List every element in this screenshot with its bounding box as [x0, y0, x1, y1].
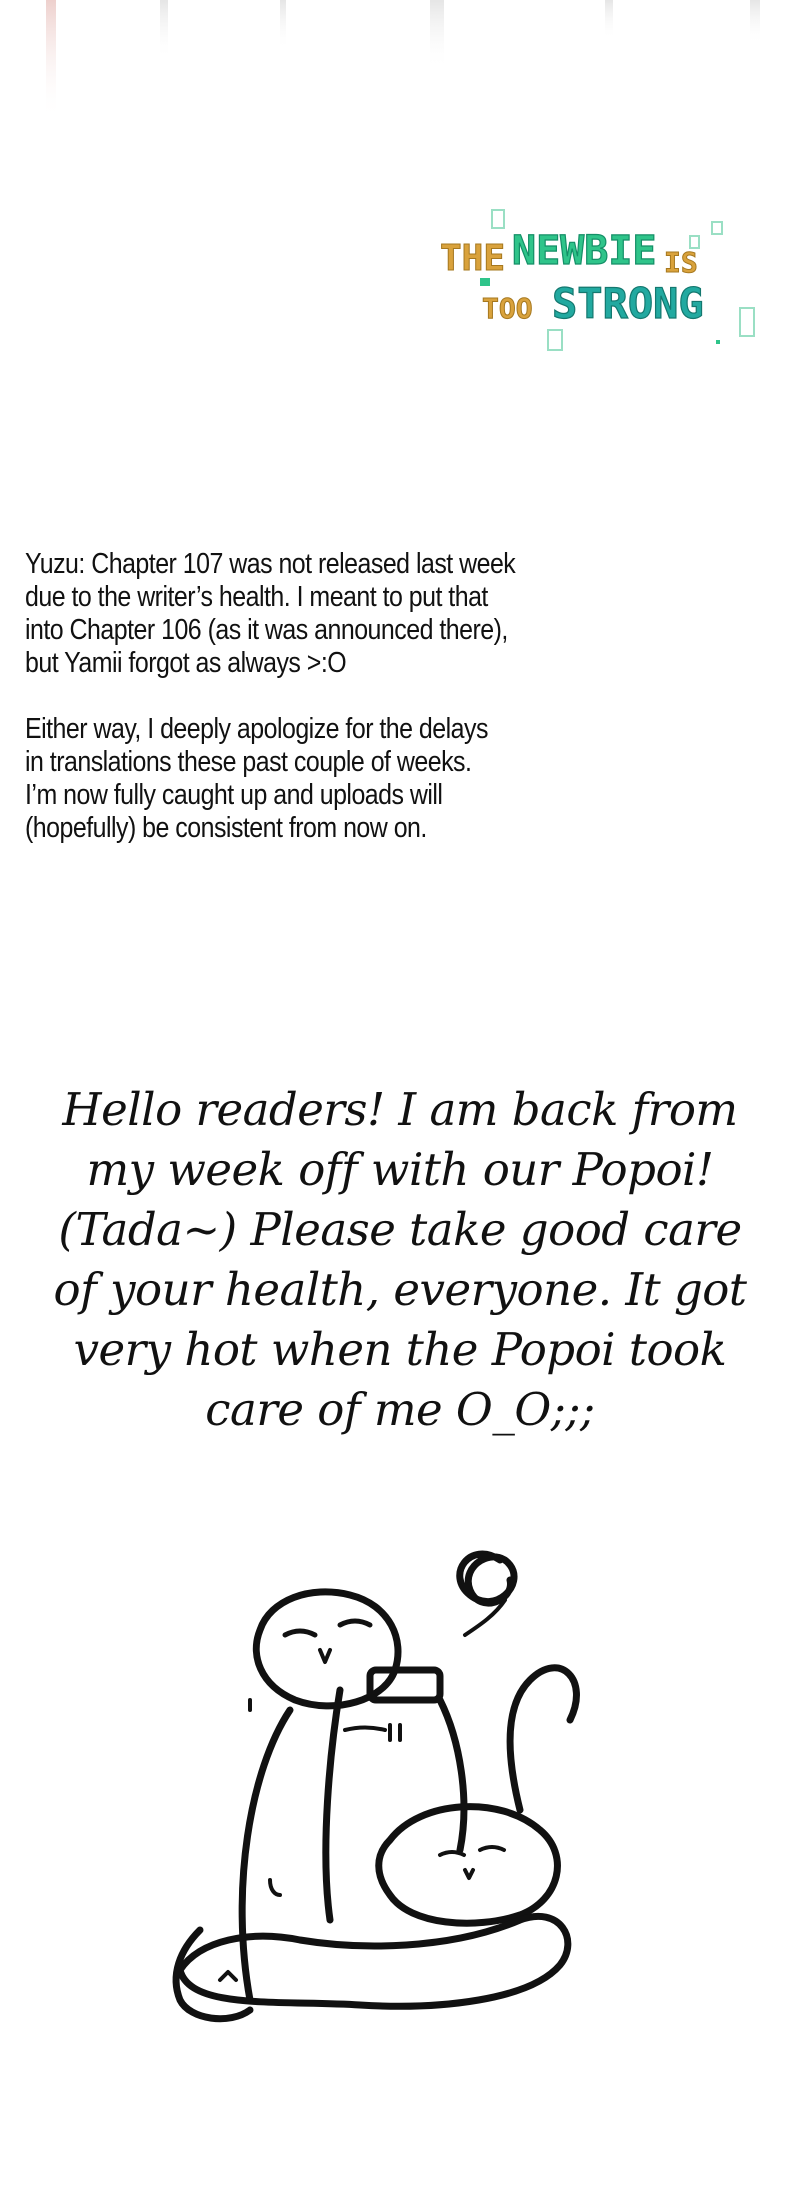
face-visor: [370, 1670, 440, 1700]
newbie-logo-graphic: [440, 208, 770, 368]
logo-too: TOO: [482, 292, 533, 325]
translator-note-paragraph-2: Either way, I deeply apologize for the delays in translations these past couple of weeks. I’m now fully caught up and uploads will (hopefully) be consistent from now on.: [25, 713, 488, 844]
logo-strong: STRONG: [552, 279, 704, 328]
faded-streaks: [0, 0, 800, 140]
logo-is: IS: [664, 246, 698, 279]
top-faded-artwork: [0, 0, 800, 140]
popoi-doodle: [140, 1510, 640, 2050]
translator-note-paragraph-1: Yuzu: Chapter 107 was not released last week due to the writer’s health. I meant to put that into Chapter 106 (as it was announced there), but Yamii forgot as always >:O: [25, 548, 516, 679]
ground-blob: [180, 1916, 568, 2006]
main-body-outline: [242, 1710, 290, 2000]
handwritten-message: Hello readers! I am back from my week off with our Popoi! (Tada~) Please take good care of your health, everyone. It got very hot when the Popoi took care of me O_O;;;: [53, 1083, 747, 1436]
popoi-illustration: [140, 1510, 640, 2050]
cat-on-lap: [379, 1807, 558, 1924]
scribble-icon: [460, 1554, 514, 1603]
logo-the: THE: [440, 238, 506, 279]
logo-newbie: NEWBIE: [512, 228, 657, 274]
cat-tail: [510, 1668, 576, 1810]
cat-on-head: [256, 1592, 398, 1706]
translator-note: [25, 548, 516, 878]
series-logo: [440, 208, 770, 368]
